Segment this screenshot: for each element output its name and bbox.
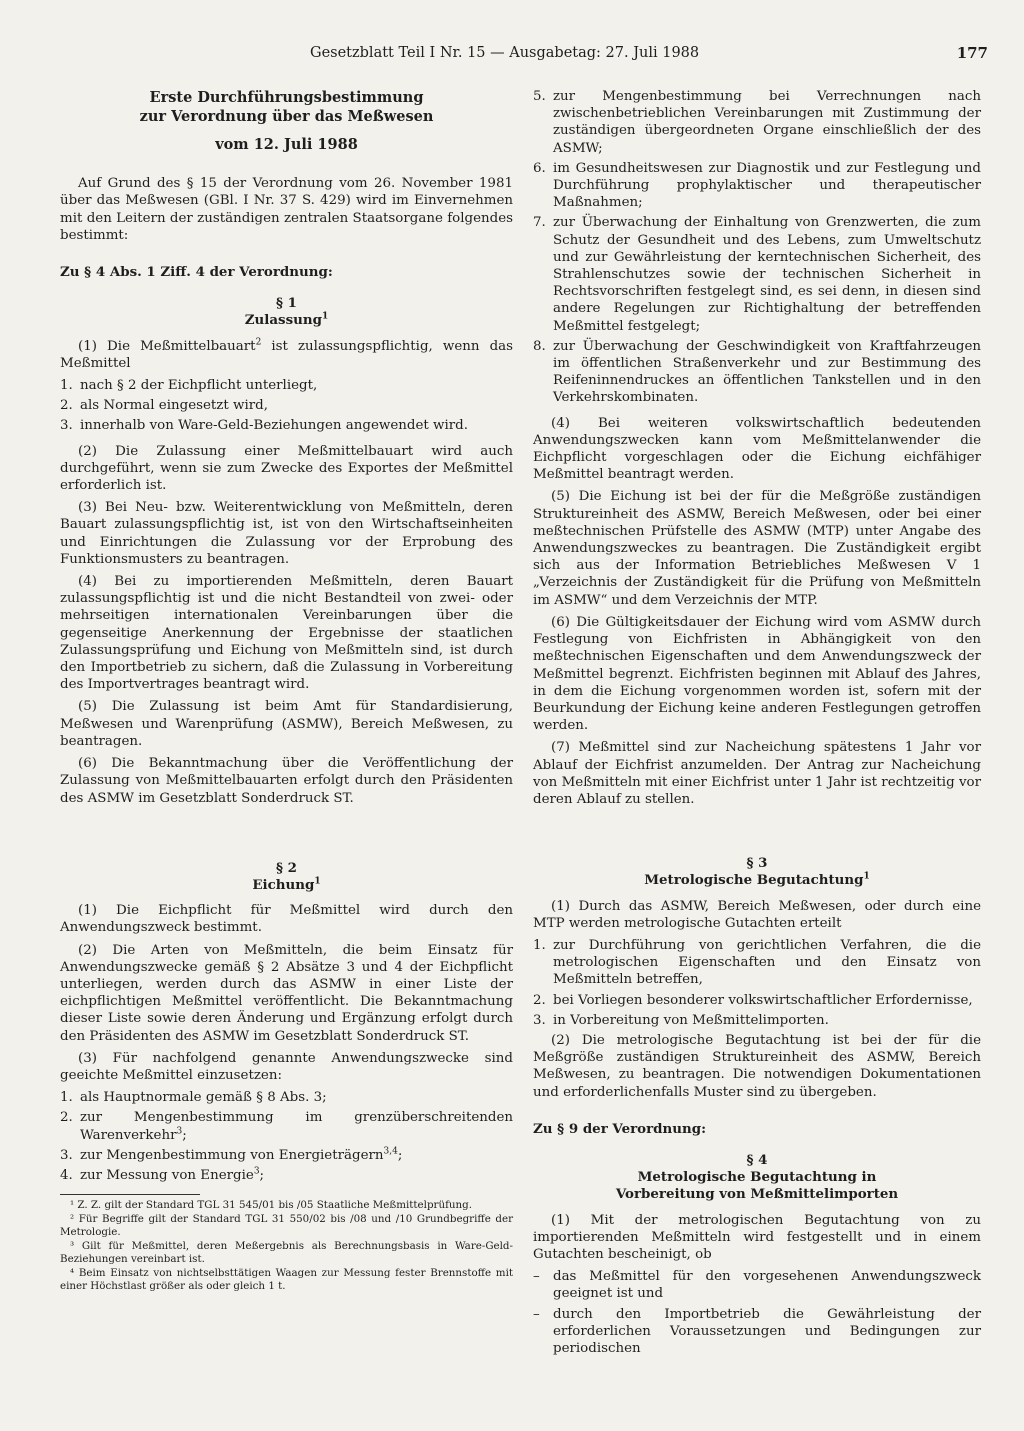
footnote-ref: 1 [863, 871, 870, 882]
reference-heading: Zu § 4 Abs. 1 Ziff. 4 der Verordnung: [60, 264, 333, 281]
list-item: 1. zur Durchführung von gerichtlichen Verfahren, die die metrologischen Eigenschaften und den Einsatz von Meßmitteln betreffen, [533, 937, 981, 988]
section-2-number: § 2 [276, 859, 297, 876]
section-3-title: Metrologische Begutachtung$^1$ [644, 871, 870, 889]
list-item: 3. in Vorbereitung von Meßmittelimporten. [533, 1012, 829, 1028]
list-item: 7. zur Überwachung der Einhaltung von Grenzwerten, die zum Schutz der Gesundheit und des Lebens, zum Umweltschutz und zur Gewährleistung der kerntechnischen Sicherheit, des Strahlenschutzes sowie der technischen Sicherheit in Rechtsvorschriften festgelegt sind, es sei denn, in diesen sind andere Regelungen zur Richtighaltung der betreffenden Meßmittel festgelegt; [533, 215, 981, 334]
page-number: 177 [956, 44, 988, 62]
right-column [533, 88, 981, 1360]
list-item: 2. als Normal eingesetzt wird, [60, 398, 268, 414]
list-item: 5. zur Mengenbestimmung bei Verrechnungen nach zwischenbetrieblichen Vereinbarungen mit Zustimmung der zuständigen übergeordneten Organe einschließlich der des ASMW; [533, 89, 981, 156]
section-1-paragraph-4: (4) Bei zu importierenden Meßmitteln, deren Bauart zulassungspflichtig ist und die nicht Bestandteil von zwei- oder mehrseitigen internationalen Vereinbarungen über die gegenseitige Anerkennung der Ergebnisse der staatlichen Zulassungsprüfung und Eichung von Meßmitteln sind, ist durch den Importbetrieb zu sichern, daß die Zulassung in Vorbereitung des Importvertrages beantragt wird. [60, 574, 513, 693]
section-1-title: Zulassung$^1$ [244, 311, 329, 329]
document-date: vom 12. Juli 1988 [215, 136, 358, 153]
list-item: 2. zur Mengenbestimmung im grenzüberschreitenden Warenverkehr$^3$; [60, 1110, 513, 1143]
list-item: 3. zur Mengenbestimmung von Energieträgern$^{3,4}$; [60, 1146, 403, 1163]
section-2-paragraph-2: (2) Die Arten von Meßmitteln, die beim Einsatz für Anwendungszwecke gemäß § 2 Absätze 3 und 4 der Eichpflicht unterliegen, werden durch das ASMW in einer Liste der eichpflichtigen Meßmittel veröffentlicht. Die Bekanntmachung dieser Liste sowie deren Änderung und Ergänzung erfolgt durch den Präsidenten des ASMW im Gesetzblatt Sonderdruck ST. [60, 942, 513, 1044]
footnote-ref: 1 [314, 876, 321, 887]
section-2-paragraph-3: (3) Für nachfolgend genannte Anwendungszwecke sind geeichte Meßmittel einzusetzen: [60, 1050, 513, 1083]
running-title: Gesetzblatt Teil I Nr. 15 — Ausgabetag: 27. Juli 1988 [310, 45, 700, 61]
footnote: ¹ Z. Z. gilt der Standard TGL 31 545/01 bis /05 Staatliche Meßmittelprüfung. [70, 1199, 473, 1212]
section-2-paragraph-7: (7) Meßmittel sind zur Nacheichung spätestens 1 Jahr vor Ablauf der Eichfrist anzumelden. Der Antrag zur Nacheichung von Meßmitteln mit einer Eichfrist unter 1 Jahr ist rechtzeitig vor deren Ablauf zu stellen. [533, 740, 981, 807]
section-2-paragraph-1: (1) Die Eichpflicht für Meßmittel wird durch den Anwendungszweck bestimmt. [60, 903, 513, 936]
list-item: – das Meßmittel für den vorgesehenen Anwendungszweck geeignet ist und [533, 1269, 981, 1302]
section-1-paragraph-5: (5) Die Zulassung ist beim Amt für Standardisierung, Meßwesen und Warenprüfung (ASMW), Bereich Meßwesen, zu beantragen. [60, 699, 513, 749]
footnote-divider [60, 1194, 200, 1195]
footnote-ref: 1 [321, 311, 329, 322]
list-item: 4. zur Messung von Energie$^3$; [60, 1166, 265, 1183]
list-item: 8. zur Überwachung der Geschwindigkeit von Kraftfahrzeugen im öffentlichen Straßenverkehr und zur Bestimmung des Reifeninnendruckes an öffentlichen Tankstellen und in den Verkehrskombinaten. [533, 338, 981, 406]
footnote: ⁴ Beim Einsatz von nichtselbsttätigen Waagen zur Messung fester Brennstoffe mit einer Höchstlast größer als oder gleich 1 t. [60, 1267, 513, 1293]
section-1-paragraph-2: (2) Die Zulassung einer Meßmittelbauart wird auch durchgeführt, wenn sie zum Zwecke des Exportes der Meßmittel erforderlich ist. [60, 443, 513, 494]
list-item: – durch den Importbetrieb die Gewährleistung der erforderlichen Voraussetzungen und Bedingungen zur periodischen [533, 1306, 981, 1356]
list-item: 2. bei Vorliegen besonderer volkswirtschaftlicher Erfordernisse, [533, 992, 973, 1008]
section-2-title: Eichung$^1$ [252, 876, 321, 893]
section-4-number: § 4 [746, 1151, 768, 1168]
section-3-paragraph-2: (2) Die metrologische Begutachtung ist bei der für die Meßgröße zuständigen Struktureinheit des ASMW, Bereich Meßwesen, zu beantragen. Die notwendigen Dokumentationen und erforderlichenfalls Muster sind zu übergeben. [533, 1032, 981, 1100]
list-item: 6. im Gesundheitswesen zur Diagnostik und zur Festlegung und Durchführung prophylaktischer und therapeutischer Maßnahmen; [533, 160, 981, 211]
section-1-paragraph-1: (1) Die Meßmittelbauart$^2$ ist zulassungspflichtig, wenn das Meßmittel [60, 337, 514, 371]
section-3-paragraph-1: (1) Durch das ASMW, Bereich Meßwesen, oder durch eine MTP werden metrologische Gutachten erteilt [533, 898, 981, 931]
list-item: 1. als Hauptnormale gemäß § 8 Abs. 3; [60, 1090, 327, 1106]
section-1-paragraph-3: (3) Bei Neu- bzw. Weiterentwicklung von Meßmitteln, deren Bauart zulassungspflichtig ist, ist von den Wirtschaftseinheiten und Einrichtungen die Zulassung vor der Erprobung des Funktionsmusters zu beantragen. [60, 500, 513, 567]
section-4-paragraph-1: (1) Mit der metrologischen Begutachtung von zu importierenden Meßmitteln wird festgestellt und in einem Gutachten bescheinigt, ob [533, 1212, 981, 1262]
section-2-paragraph-6: (6) Die Gültigkeitsdauer der Eichung wird vom ASMW durch Festlegung von Eichfristen in Abhängigkeit von den meßtechnischen Eigenschaften und dem Anwendungszweck der Meßmittel begrenzt. Eichfristen beginnen mit Ablauf des Jahres, in dem die Eichung vorgenommen worden ist, sofern mit der Beurkundung der Eichung keine anderen Festlegungen getroffen werden. [533, 614, 981, 734]
footnote: ² Für Begriffe gilt der Standard TGL 31 550/02 bis /08 und /10 Grundbegriffe der Metrologie. [60, 1213, 513, 1239]
footnote: ³ Gilt für Meßmittel, deren Meßergebnis als Berechnungsbasis in Ware-Geld-Beziehungen vereinbart ist. [60, 1240, 513, 1266]
section-4-title: Metrologische Begutachtung in Vorbereitung von Meßmittelimporten [615, 1169, 899, 1203]
page-header [310, 44, 988, 62]
section-1-number: § 1 [276, 295, 297, 312]
preamble: Auf Grund des § 15 der Verordnung vom 26. November 1981 über das Meßwesen (GBl. I Nr. 37 S. 429) wird im Einvernehmen mit den Leitern der zuständigen zentralen Staatsorgane folgendes bestimmt: [60, 176, 513, 243]
list-item: 3. innerhalb von Ware-Geld-Beziehungen angewendet wird. [60, 418, 469, 434]
section-3-number: § 3 [746, 855, 768, 872]
reference-heading: Zu § 9 der Verordnung: [533, 1120, 707, 1137]
section-2-paragraph-5: (5) Die Eichung ist bei der für die Meßgröße zuständigen Struktureinheit des ASMW, Bereich Meßwesen, oder bei einer meßtechnischen Prüfstelle des ASMW (MTP) unter Angabe des Anwendungszweckes zu beantragen. Die Zuständigkeit ergibt sich aus der Information Betriebliches Meßwesen V 1 „Verzeichnis der Zuständigkeit für die Prüfung von Meßmitteln im ASMW“ und dem Verzeichnis der MTP. [533, 489, 981, 608]
left-column [60, 88, 513, 1294]
document-title: Erste Durchführungsbestimmung zur Verordnung über das Meßwesen [139, 89, 434, 125]
list-item: 1. nach § 2 der Eichpflicht unterliegt, [60, 378, 318, 394]
section-1-paragraph-6: (6) Die Bekanntmachung über die Veröffentlichung der Zulassung von Meßmittelbauarten erfolgt durch den Präsidenten des ASMW im Gesetzblatt Sonderdruck ST. [60, 756, 513, 806]
section-2-paragraph-4: (4) Bei weiteren volkswirtschaftlich bedeutenden Anwendungszwecken kann vom Meßmittelanwender die Eichpflicht vorgeschlagen oder die Eichung eichfähiger Meßmittel beantragt werden. [533, 415, 981, 483]
